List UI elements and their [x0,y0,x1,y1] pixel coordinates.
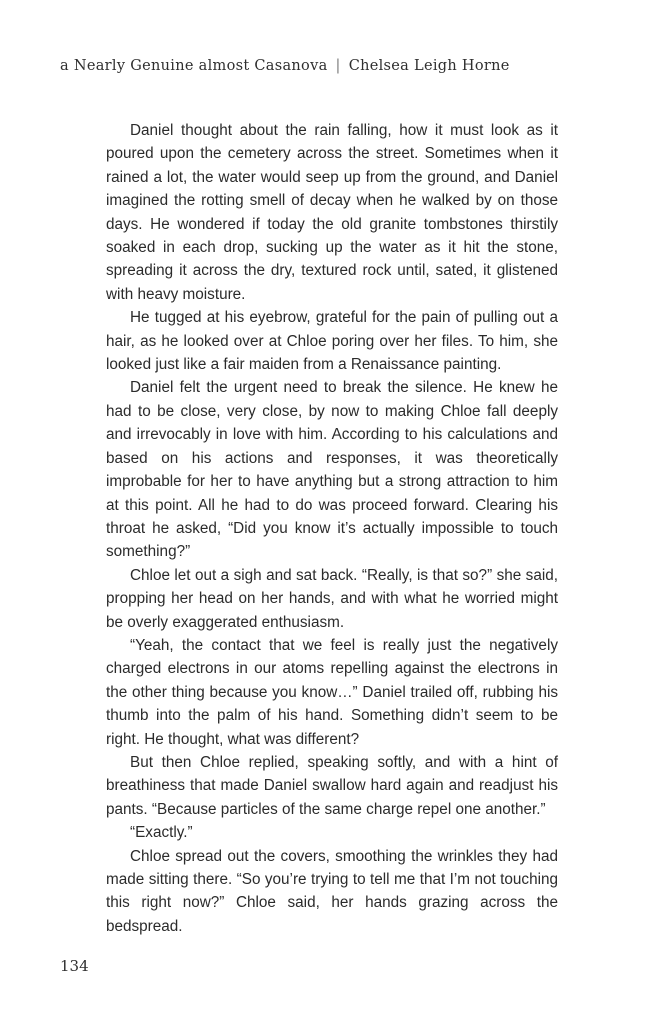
paragraph: Daniel thought about the rain falling, how it must look as it poured upon the cemetery across the street. Sometimes when it rained a lot, the water would seep up from the ground, and Daniel imagined the rotting smell of decay when he walked by on those days. He wondered if today the old granite tombstones thirstily soaked in each drop, sucking up the water as it hit the stone, spreading it across the dry, textured rock until, sated, it glistened with heavy moisture. [106,122,558,303]
paragraph: “Yeah, the contact that we feel is really just the negatively charged electrons in our atoms repelling against the electrons in the other thing because you know…” Daniel trailed off, rubbing his thumb into the palm of his hand. Something didn’t seem to be right. He thought, what was different? [106,636,558,748]
paragraph: He tugged at his eyebrow, grateful for the pain of pulling out a hair, as he looked over at Chloe poring over her files. To him, she looked just like a fair maiden from a Renaissance painting. [106,309,558,374]
paragraph: “Exactly.” [130,824,193,842]
body-text [106,119,558,938]
page-number: 134 [60,957,89,975]
paragraph: Daniel felt the urgent need to break the silence. He knew he had to be close, very close, by now to making Chloe fall deeply and irrevocably in love with him. According to his calculations and based on his actions and responses, it was theoretically improbable for her to have anything but a strong attraction to him at this point. All he had to do was proceed forward. Clearing his throat he asked, “Did you know it’s actually impossible to touch something?” [106,379,558,561]
paragraph: But then Chloe replied, speaking softly, and with a hint of breathiness that made Daniel swallow hard again and readjust his pants. “Because particles of the same charge repel one another.” [106,753,558,818]
paragraph: Chloe spread out the covers, smoothing the wrinkles they had made sitting there. “So you’re trying to tell me that I’m not touching this right now?” Chloe said, her hands grazing across the bedspread. [106,847,558,935]
running-head [60,58,510,74]
book-title: a Nearly Genuine almost Casanova [60,58,328,74]
header-separator: | [335,58,341,74]
author-name: Chelsea Leigh Horne [348,58,510,74]
paragraph: Chloe let out a sigh and sat back. “Really, is that so?” she said, propping her head on her hands, and with what he worried might be overly exaggerated enthusiasm. [106,566,558,631]
